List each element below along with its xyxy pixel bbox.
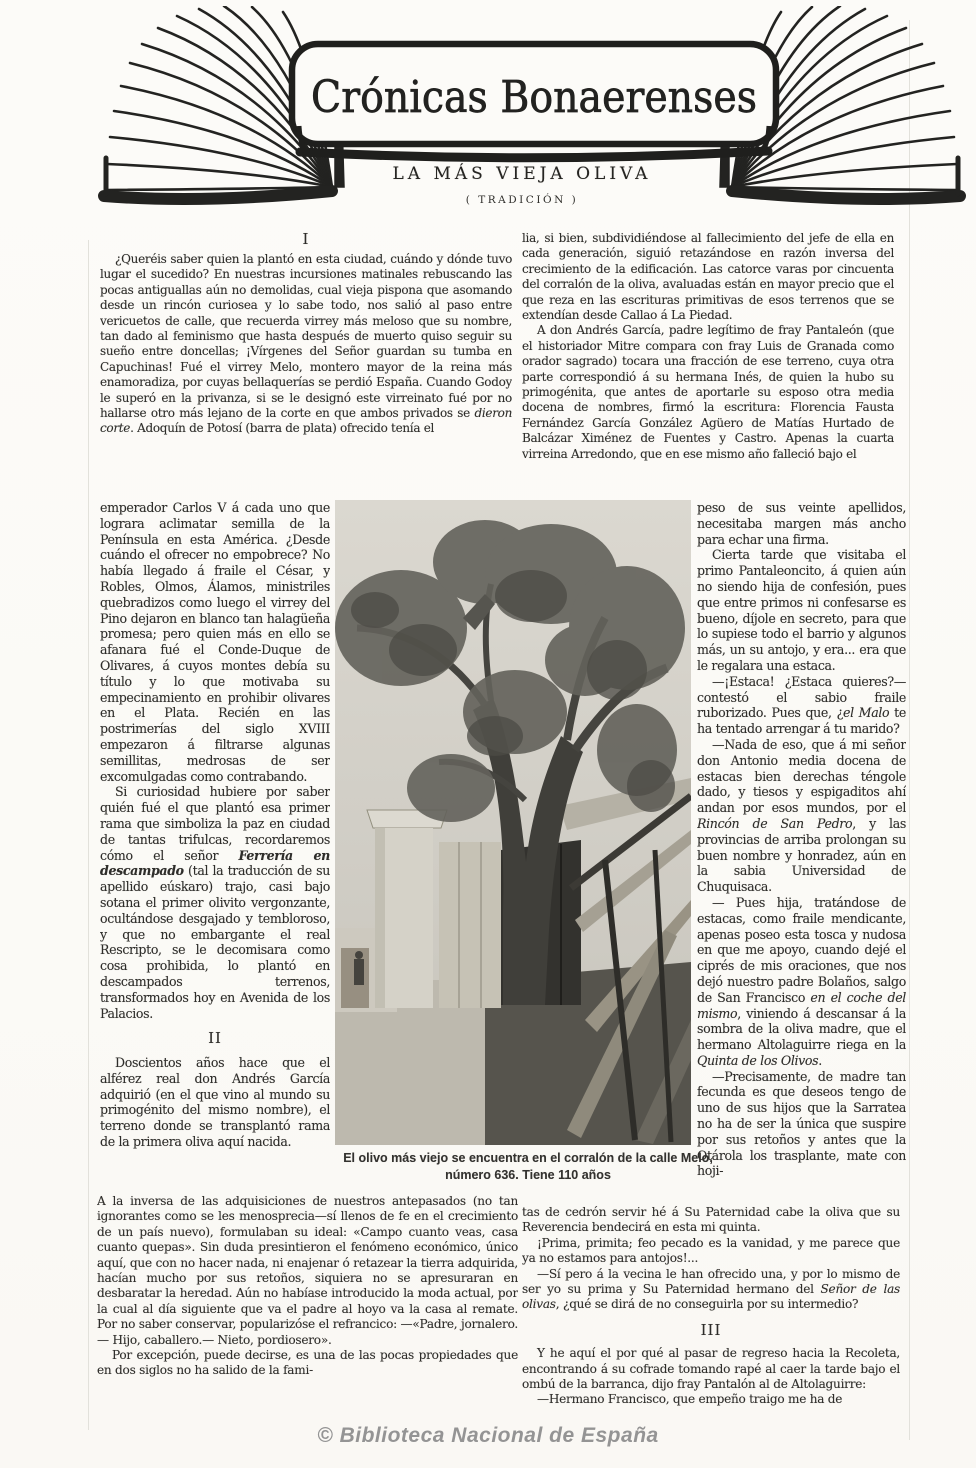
left-margin-rule	[88, 240, 89, 1430]
paragraph: —Precisamente, de madre tan fecunda es que deseos tengo de uno de sus hijos que la Sarratea no ha de ser la única que suspire por sus retoños y antes que la Otárola los trasplante, mate con hoji-	[697, 1068, 906, 1179]
section-heading-3: III	[700, 1320, 722, 1339]
column-right-bottom	[522, 1205, 900, 1408]
paragraph: Y he aquí el por qué al pasar de regreso hacia la Recoleta, encontrando á su cofrade tomando rapé al caer la tarde bajo el ombú de la barranca, dijo fray Pantalón al de Altolaguirre:	[522, 1346, 900, 1392]
photo-caption	[322, 1150, 734, 1184]
photo-caption-line1: El olivo más viejo se encuentra en el corralón de la calle Melo,	[343, 1151, 713, 1165]
masthead-title: Crónicas Bonaerenses	[311, 72, 757, 123]
paragraph: —¡Estaca! ¿Estaca quieres?—contestó el sabio fraile ruborizado. Pues que, ¿el Malo te ha tentado arrengar á tu marido?	[697, 673, 906, 737]
section-heading-2: II	[208, 1029, 222, 1048]
library-watermark: © Biblioteca Nacional de España	[317, 1424, 659, 1447]
column-right-top	[522, 231, 894, 462]
paragraph: ¡Prima, primita; feo pecado es la vanidad, y me parece que ya no estamos para antojos!...	[522, 1235, 900, 1266]
photo-small-figure	[354, 951, 364, 985]
paragraph: A don Andrés García, padre legítimo de fray Pantaleón (que el historiador Mitre compara con fray Luis de Granada como orador sagrado) tocara una fracción de ese terreno, cuya otra parte correspondió á su hermana Inés, de quien la hubo su primogénita, que antes de aportarle su esposo otra media docena de nombres, firmó la escritura: Florencia Fausta Fernández García González Agüero de Matías Hurtado de Balcázar Ximénez de Fuentes y Castro. Apenas la cuarta virreina Arredondo, que en ese mismo año falleció bajo el	[522, 323, 894, 461]
section-heading-1: I	[302, 230, 310, 248]
article-subtitle: ( TRADICIÓN )	[465, 194, 579, 206]
column-left-narrow	[100, 500, 330, 1200]
article-title: LA MÁS VIEJA OLIVA	[392, 164, 652, 184]
column-left-top	[100, 252, 512, 437]
column-left-bottom	[97, 1194, 518, 1379]
olive-tree-illustration	[335, 500, 691, 1145]
photo-caption-line2: número 636. Tiene 110 años	[445, 1168, 611, 1182]
paragraph: —Nada de eso, que á mi señor don Antonio media docena de estacas bien derechas téngole dado, y tiesos y espigaditos ahí andan por esos mundos, por el Rincón de San Pedro, y las provincias de arriba prolongan su buen nombre y honradez, aún en la sabia Universidad de Chuquisaca.	[697, 736, 906, 895]
paragraph: Doscientos años hace que el alférez real don Andrés García adquirió (en el que vino al mundo su primogénito del mismo nombre), el terreno donde se transplantó rama de la primera oliva aquí nacida.	[100, 1055, 330, 1150]
paragraph: Si curiosidad hubiere por saber quién fué el que plantó esa primer rama que simboliza la paz en ciudad de tantas trifulcas, recordaremos cómo el señor Ferrería en descampado (tal la traducción de su apellido eúskaro) trajo, casi bajo sotana el primer olivito vergonzante, ocultándose desgajado y tembloroso, y que no embargante el real Rescripto, se le decomisara como cosa prohibida, lo plantó en descampados terrenos, transformados hoy en Avenida de los Palacios.	[100, 784, 330, 1021]
paragraph: — Pues hija, tratándose de estacas, como fraile mendicante, apenas poseo esta tosca y nudosa en que me apoyo, cuando dejé el ciprés de mis oraciones, que nos dejó nuestro padre Bolaños, salgo de San Francisco en el coche del mismo, viniendo á descansar á la sombra de la oliva madre, que el hermano Altolaguirre riega en la Quinta de los Olivos.	[697, 894, 906, 1068]
paragraph: peso de sus veinte apellidos, necesitaba margen más ancho para echar una firma.	[697, 500, 906, 547]
paragraph: Cierta tarde que visitaba el primo Pantaleoncito, á quien aún no siendo hija de confesión, pues que entre primos ni confesarse es bueno, díjole en secreto, para que lo supiese todo el barrio y algunos más, un su antojo, y era... era que le regalara una estaca.	[697, 547, 906, 673]
paragraph: ¿Queréis saber quien la plantó en esta ciudad, cuándo y dónde tuvo lugar el sucedido? En nuestras incursiones matinales rebuscando las pocas antiguallas aún no demolidas, cual vieja pispona que asomando desde un rincón curiosea y lo sabe todo, nos salió al paso entre vericuetos de calle, que recuerda virrey más meloso que su nombre, tan dado al feminismo que hasta después de muerto quiso seguir su sueño entre doncellas; ¡Vírgenes del Señor guardan su tumba en Capuchinas! Fué el virrey Melo, montero mayor de la reina más enamoradiza, por cuyas bellaquerías se perdió España. Cuando Godoy le superó en la privanza, si se le designó este virreinato fué por no hallarse otro más lejano de la corte en que ambos privados se dieron corte. Adoquín de Potosí (barra de plata) ofrecido tenía el	[100, 252, 512, 436]
paragraph: emperador Carlos V á cada uno que lograra aclimatar semilla de la Península en esta América. ¿Desde cuándo el ofrecer no empobrece? No había llegado á fraile el César, y Robles, Olmos, Álamos, ministriles quebradizos como luego el virrey del Pino dejaron en blanco tan halagüeña promesa; pero quien más en ello se afanara fué el Conde-Duque de Olivares, á cuyos montes debía su título y lo que motivaba su empecinamiento en prohibir olivares en el Plata. Recién en las postrimerías del siglo XVIII empezaron á filtrarse algunas semillitas, medrosas de ser excomulgadas como contrabando.	[100, 500, 330, 784]
paragraph: tas de cedrón servir hé á Su Paternidad cabe la oliva que su Reverencia bendecirá en esta mi quinta.	[522, 1205, 900, 1235]
paragraph: Por excepción, puede decirse, es una de las pocas propiedades que en dos siglos no ha salido de la fami-	[97, 1348, 518, 1378]
paragraph: A la inversa de las adquisiciones de nuestros antepasados (no tan ignorantes como se les menosprecia—sí llenos de fe en el crecimiento de un país nuevo), formulaban su ideal: «Campo cuanto veas, casa cuanto quepas». Sin duda presintieron el fenómeno económico, único aquí, que con no hacer nada, ni enajenar ó retazear la tierra adquirida, hacían mucho por sus retoños, siquiera no se apresuraran en desbaratar la heredad. Aún no habíase introducido la moda actual, por la cual al día siguiente que va el padre al hoyo va la casa al remate. Por no saber conservar, popularizóse el refrancico: —«Padre, jornalero.— Hijo, caballero.— Nieto, pordiosero».	[97, 1194, 518, 1347]
photo-wooden-door	[439, 842, 501, 1008]
masthead-cartouche	[292, 44, 776, 158]
right-margin-rule	[909, 20, 910, 1440]
paragraph: —Hermano Francisco, que empeño traigo me ha de	[537, 1392, 843, 1407]
paragraph: lia, si bien, subdividiéndose al fallecimiento del jefe de ella en cada generación, siguió retazándose en razón inversa del crecimiento de la edificación. Las catorce varas por cincuenta del corralón de la oliva, avaluadas están en mayor precio que el que reza en las escrituras primitivas de esos terrenos que se extendían desde Callao á La Piedad.	[522, 231, 894, 323]
masthead-ornament	[0, 6, 976, 222]
paragraph: —Sí pero á la vecina le han ofrecido una, y por lo mismo de ser yo su prima y Su Paternidad hermano del Señor de las olivas, ¿qué se dirá de no conseguirla por su intermedio?	[522, 1266, 900, 1312]
olive-tree-photo	[335, 500, 691, 1145]
column-right-narrow	[697, 500, 906, 1202]
